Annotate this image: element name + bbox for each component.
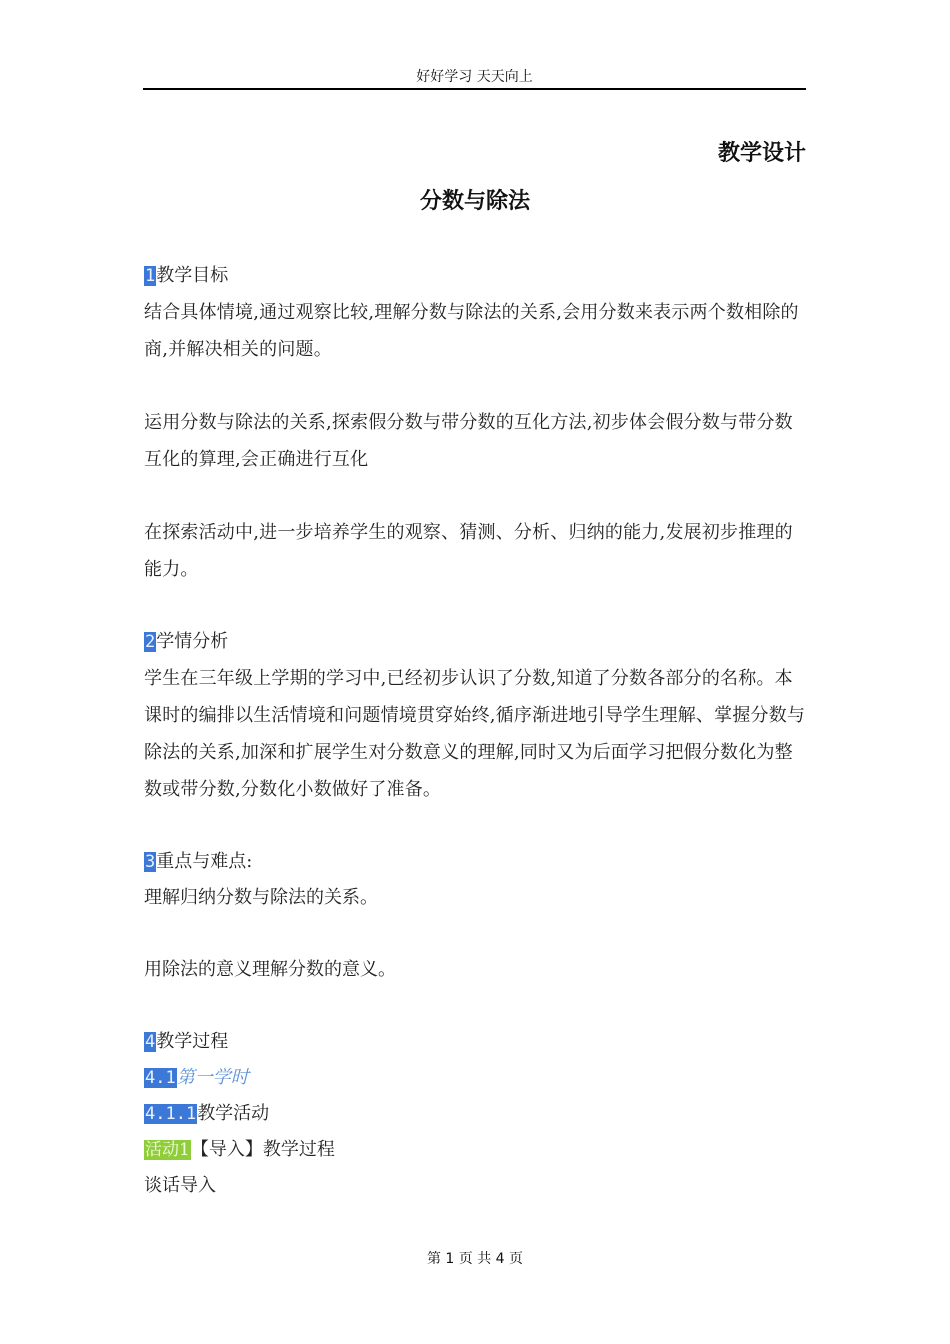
header-rule bbox=[143, 88, 806, 90]
section-heading-process bbox=[144, 1024, 809, 1060]
activity-content: 谈话导入 bbox=[144, 1175, 216, 1196]
activity-heading bbox=[144, 1132, 809, 1168]
section-title: 重点与难点: bbox=[156, 851, 253, 872]
key-point-item: 理解归纳分数与除法的关系。 bbox=[144, 887, 378, 908]
page-footer: 第 1 页 共 4 页 bbox=[426, 1251, 524, 1267]
section-title: 学情分析 bbox=[156, 631, 229, 652]
analysis-paragraph: 学生在三年级上学期的学习中,已经初步认识了分数,知道了分数各部分的名称。本课时的编排以生活情境和问题情境贯穿始终,循序渐进地引导学生理解、掌握分数与除法的关系,加深和扩展学生对分数意义的理解,同时又为后面学习把假分数化为整数或带分数,分数化小数做好了准备。 bbox=[144, 668, 806, 800]
section-number: 3 bbox=[145, 852, 156, 872]
page-header: 好好学习 天天向上 bbox=[416, 69, 533, 85]
activity-tag: 活动1 bbox=[145, 1140, 190, 1160]
subsection-number: 4.1 bbox=[145, 1068, 176, 1088]
subsubsection-number: 4.1.1 bbox=[145, 1104, 197, 1124]
section-title: 教学目标 bbox=[156, 265, 229, 286]
objective-paragraph: 运用分数与除法的关系,探索假分数与带分数的互化方法,初步体会假分数与带分数互化的算理,会正确进行互化 bbox=[144, 412, 793, 470]
section-number: 1 bbox=[145, 266, 156, 286]
key-point-item: 用除法的意义理解分数的意义。 bbox=[144, 959, 396, 980]
document-title: 分数与除法 bbox=[419, 189, 530, 214]
activity-title: 【导入】教学过程 bbox=[190, 1139, 335, 1160]
section-heading-objectives bbox=[144, 258, 809, 294]
subsubsection-heading bbox=[144, 1096, 809, 1132]
section-heading-analysis bbox=[144, 624, 809, 660]
subsection-title: 第一学时 bbox=[176, 1067, 249, 1088]
objective-paragraph: 结合具体情境,通过观察比较,理解分数与除法的关系,会用分数来表示两个数相除的商,并解决相关的问题。 bbox=[144, 302, 799, 360]
objective-paragraph: 在探索活动中,进一步培养学生的观察、猜测、分析、归纳的能力,发展初步推理的能力。 bbox=[144, 522, 793, 580]
subsection-heading bbox=[144, 1060, 809, 1096]
section-title: 教学过程 bbox=[156, 1031, 229, 1052]
subsubsection-title: 教学活动 bbox=[197, 1103, 270, 1124]
section-number: 4 bbox=[145, 1032, 156, 1052]
document-type: 教学设计 bbox=[717, 141, 806, 166]
section-number: 2 bbox=[145, 632, 156, 652]
section-heading-key-points bbox=[144, 844, 809, 880]
document-body bbox=[144, 258, 809, 1204]
